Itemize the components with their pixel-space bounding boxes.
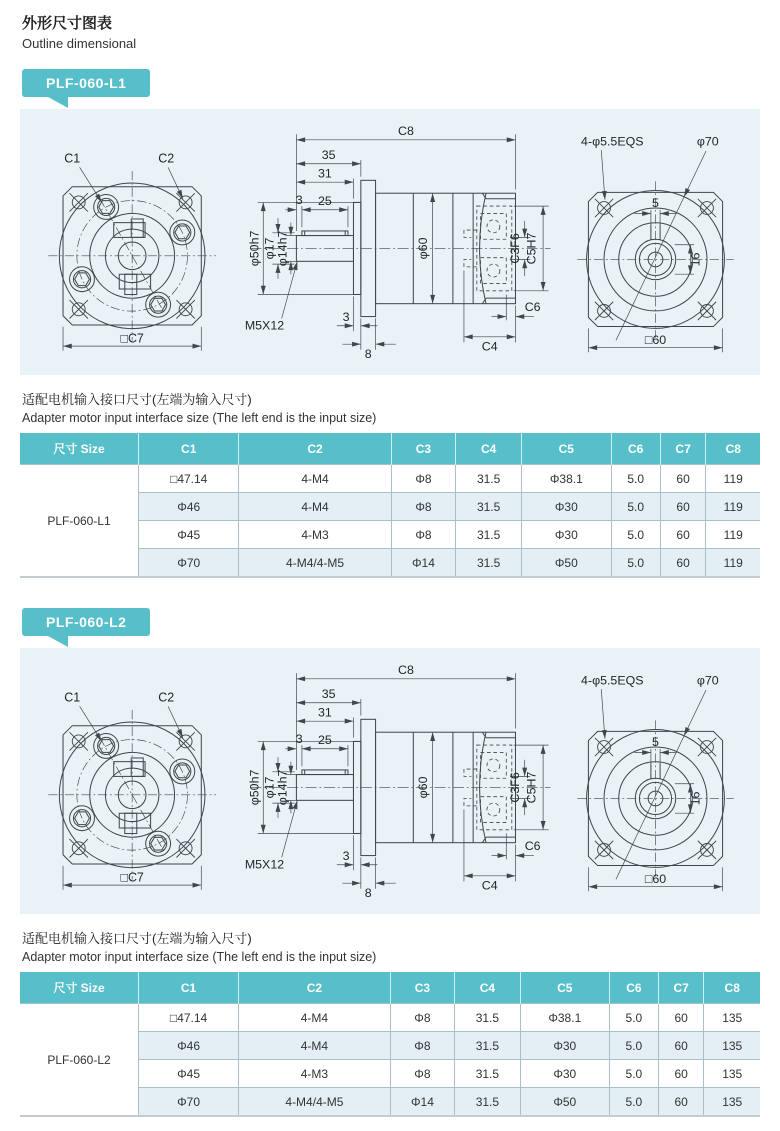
- cell: 135: [704, 1060, 760, 1088]
- table-note-zh: 适配电机输入接口尺寸(左端为输入尺寸): [22, 931, 252, 946]
- header-size: 尺寸 Size: [20, 433, 139, 465]
- cell: 119: [706, 493, 760, 521]
- cell: Φ38.1: [522, 465, 612, 493]
- cell: Φ70: [139, 1088, 239, 1117]
- cell: 4-M3: [239, 521, 391, 549]
- cell: 135: [704, 1004, 760, 1032]
- header-c2: C2: [239, 972, 391, 1004]
- cell: Φ30: [520, 1060, 609, 1088]
- table-note-zh: 适配电机输入接口尺寸(左端为输入尺寸): [22, 392, 252, 407]
- header-size: 尺寸 Size: [20, 972, 139, 1004]
- cell: Φ50: [522, 549, 612, 578]
- cell: 5.0: [609, 1088, 658, 1117]
- dimension-table-l2: [20, 972, 760, 1117]
- cell: 4-M4: [239, 465, 391, 493]
- drawing-panel-l1: [20, 109, 760, 375]
- model-badge-l2: [22, 608, 150, 636]
- cell: 135: [704, 1032, 760, 1060]
- model-badge-label: PLF-060-L1: [46, 75, 127, 91]
- cell: Φ8: [390, 1032, 454, 1060]
- header-c8: C8: [704, 972, 760, 1004]
- cell: 5.0: [609, 1004, 658, 1032]
- header-c5: C5: [522, 433, 612, 465]
- cell: Φ46: [139, 1032, 239, 1060]
- rear-view-drawing: [559, 660, 752, 902]
- side-view-drawing: [243, 121, 556, 363]
- dimension-table-l1: [20, 433, 760, 578]
- cell: Φ8: [391, 465, 456, 493]
- model-cell: PLF-060-L1: [20, 465, 139, 578]
- table-note-en: Adapter motor input interface size (The left end is the input size): [22, 950, 377, 964]
- cell: Φ46: [139, 493, 239, 521]
- cell: 31.5: [455, 1060, 521, 1088]
- table-header-row: [20, 433, 760, 465]
- cell: 119: [706, 549, 760, 578]
- front-view-drawing: [28, 121, 240, 363]
- cell: □47.14: [139, 465, 239, 493]
- section-plf-060-l1: [20, 65, 760, 578]
- cell: 4-M4: [239, 1004, 391, 1032]
- cell: 60: [658, 1060, 704, 1088]
- header-c1: C1: [139, 433, 239, 465]
- cell: 5.0: [611, 521, 660, 549]
- cell: 4-M4: [239, 1032, 391, 1060]
- cell: Φ30: [520, 1032, 609, 1060]
- header-c7: C7: [658, 972, 704, 1004]
- header-c3: C3: [390, 972, 454, 1004]
- cell: 31.5: [455, 1088, 521, 1117]
- cell: 60: [660, 465, 706, 493]
- cell: 60: [660, 493, 706, 521]
- cell: Φ14: [390, 1088, 454, 1117]
- cell: 5.0: [609, 1032, 658, 1060]
- model-badge-label: PLF-060-L2: [46, 614, 127, 630]
- cell: Φ14: [391, 549, 456, 578]
- cell: 5.0: [611, 465, 660, 493]
- cell: Φ8: [391, 521, 456, 549]
- header-c6: C6: [609, 972, 658, 1004]
- cell: 60: [660, 521, 706, 549]
- header-c5: C5: [520, 972, 609, 1004]
- table-note-en: Adapter motor input interface size (The left end is the input size): [22, 411, 377, 425]
- page-title-zh: 外形尺寸图表: [22, 15, 113, 32]
- cell: □47.14: [139, 1004, 239, 1032]
- cell: Φ70: [139, 549, 239, 578]
- page-title-en: Outline dimensional: [22, 36, 137, 51]
- cell: 31.5: [456, 521, 522, 549]
- header-c6: C6: [611, 433, 660, 465]
- table-row: [20, 465, 760, 493]
- cell: 4-M4/4-M5: [239, 1088, 391, 1117]
- cell: 60: [660, 549, 706, 578]
- header-c4: C4: [456, 433, 522, 465]
- rear-view-drawing: [559, 121, 752, 363]
- cell: 60: [658, 1088, 704, 1117]
- cell: 5.0: [609, 1060, 658, 1088]
- table-header-row: [20, 972, 760, 1004]
- cell: 5.0: [611, 549, 660, 578]
- cell: 31.5: [455, 1032, 521, 1060]
- cell: Φ45: [139, 1060, 239, 1088]
- header-c4: C4: [455, 972, 521, 1004]
- cell: Φ30: [522, 493, 612, 521]
- header-c8: C8: [706, 433, 760, 465]
- model-cell: PLF-060-L2: [20, 1004, 139, 1117]
- cell: Φ38.1: [520, 1004, 609, 1032]
- cell: 4-M3: [239, 1060, 391, 1088]
- cell: 119: [706, 465, 760, 493]
- drawing-panel-l2: [20, 648, 760, 914]
- cell: Φ8: [390, 1004, 454, 1032]
- header-c2: C2: [239, 433, 391, 465]
- cell: 31.5: [456, 465, 522, 493]
- cell: 4-M4: [239, 493, 391, 521]
- table-row: [20, 1004, 760, 1032]
- header-c1: C1: [139, 972, 239, 1004]
- table-note: [22, 928, 758, 964]
- cell: 60: [658, 1004, 704, 1032]
- cell: Φ8: [390, 1060, 454, 1088]
- table-note: [22, 389, 758, 425]
- side-view-drawing: [243, 660, 556, 902]
- front-view-drawing: [28, 660, 240, 902]
- cell: 119: [706, 521, 760, 549]
- section-plf-060-l2: [20, 604, 760, 1117]
- header-c7: C7: [660, 433, 706, 465]
- cell: 31.5: [456, 493, 522, 521]
- cell: 4-M4/4-M5: [239, 549, 391, 578]
- cell: 31.5: [455, 1004, 521, 1032]
- header-c3: C3: [391, 433, 456, 465]
- cell: 31.5: [456, 549, 522, 578]
- cell: 60: [658, 1032, 704, 1060]
- cell: 135: [704, 1088, 760, 1117]
- cell: Φ45: [139, 521, 239, 549]
- cell: Φ50: [520, 1088, 609, 1117]
- cell: Φ8: [391, 493, 456, 521]
- cell: 5.0: [611, 493, 660, 521]
- model-badge-l1: [22, 69, 150, 97]
- cell: Φ30: [522, 521, 612, 549]
